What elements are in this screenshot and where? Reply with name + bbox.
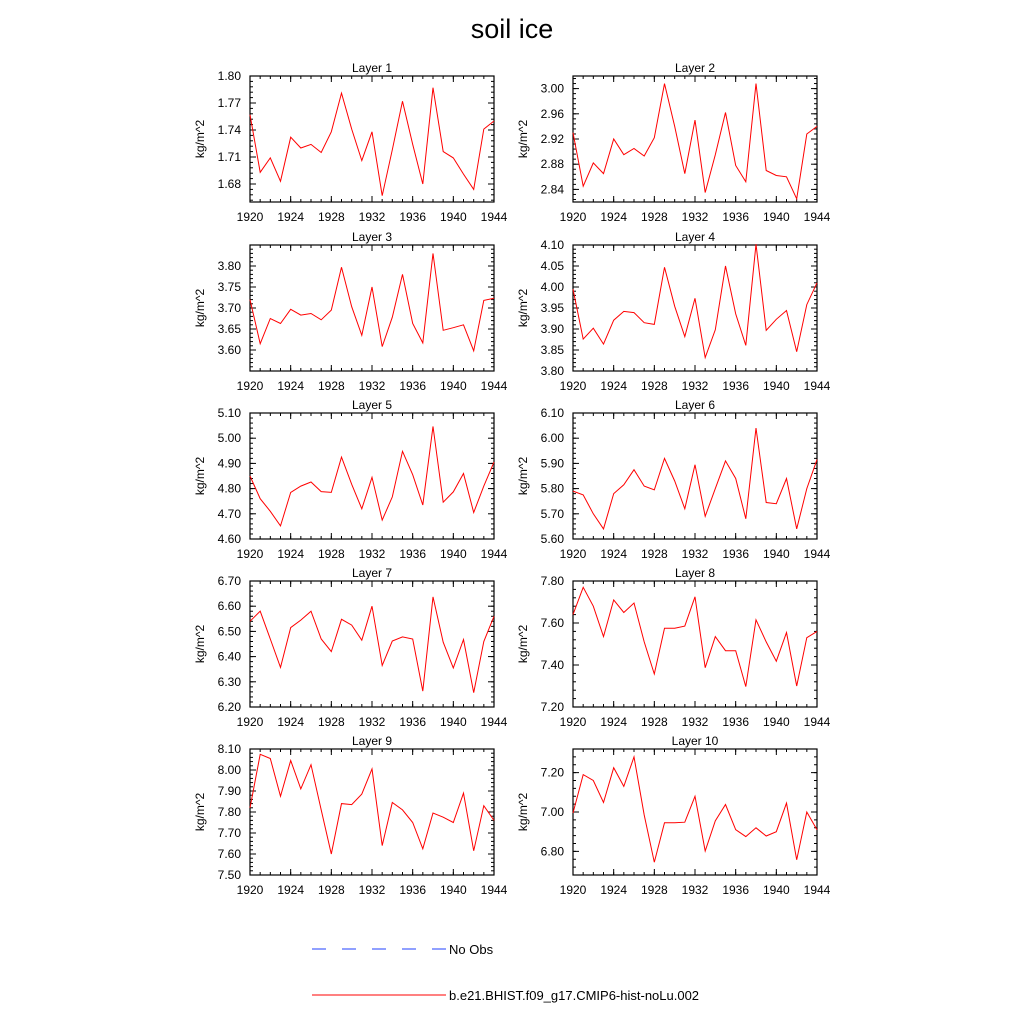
panel-layer-7 <box>193 566 508 729</box>
x-tick-label: 1920 <box>236 547 264 561</box>
y-tick-label: 8.10 <box>217 742 241 756</box>
x-tick-label: 1936 <box>722 379 750 393</box>
y-axis-label: kg/m^2 <box>193 624 207 664</box>
x-tick-label: 1940 <box>762 715 790 729</box>
x-tick-label: 1944 <box>803 547 831 561</box>
plot-frame <box>573 749 817 875</box>
series-line <box>573 757 817 862</box>
y-tick-label: 5.70 <box>540 506 564 521</box>
y-tick-label: 7.20 <box>540 765 564 780</box>
x-tick-label: 1944 <box>480 547 508 561</box>
y-tick-label: 3.00 <box>540 81 564 96</box>
x-tick-label: 1944 <box>803 379 831 393</box>
x-tick-label: 1936 <box>722 210 750 224</box>
y-tick-label: 7.20 <box>540 700 564 714</box>
x-tick-label: 1940 <box>762 547 790 561</box>
y-tick-label: 3.85 <box>540 343 564 357</box>
panel-title: Layer 8 <box>674 566 716 580</box>
y-tick-label: 2.84 <box>540 182 564 197</box>
y-tick-label: 4.60 <box>217 532 241 546</box>
x-tick-label: 1924 <box>600 379 628 393</box>
x-tick-label: 1940 <box>439 715 467 729</box>
x-tick-label: 1932 <box>681 210 709 224</box>
y-tick-label: 7.80 <box>217 805 241 819</box>
y-tick-label: 1.71 <box>217 150 241 164</box>
x-tick-label: 1944 <box>803 715 831 729</box>
x-tick-label: 1940 <box>762 210 790 224</box>
legend-label: b.e21.BHIST.f09_g17.CMIP6-hist-noLu.002 <box>449 988 700 1003</box>
y-tick-label: 4.80 <box>217 481 241 496</box>
y-axis-label: kg/m^2 <box>193 288 207 328</box>
x-tick-label: 1920 <box>236 883 264 897</box>
y-tick-label: 6.20 <box>217 700 241 714</box>
y-tick-label: 2.92 <box>540 132 564 146</box>
legend-label: No Obs <box>449 942 494 957</box>
x-tick-label: 1936 <box>722 883 750 897</box>
y-tick-label: 5.90 <box>540 456 564 471</box>
y-tick-label: 3.95 <box>540 301 564 315</box>
y-tick-label: 6.70 <box>217 574 241 588</box>
x-tick-label: 1928 <box>317 883 345 897</box>
y-tick-label: 2.96 <box>540 106 564 121</box>
y-tick-label: 1.68 <box>217 177 241 191</box>
y-tick-label: 4.00 <box>540 280 564 294</box>
panel-title: Layer 3 <box>351 230 393 244</box>
x-tick-label: 1944 <box>480 715 508 729</box>
y-axis-label: kg/m^2 <box>516 456 530 496</box>
y-tick-label: 7.60 <box>217 847 241 861</box>
y-tick-label: 3.65 <box>217 322 241 336</box>
panel-title: Layer 10 <box>671 734 719 748</box>
panel-title: Layer 2 <box>674 61 716 75</box>
x-tick-label: 1932 <box>681 547 709 561</box>
x-tick-label: 1944 <box>480 379 508 393</box>
x-tick-label: 1928 <box>640 715 668 729</box>
panel-title: Layer 7 <box>351 566 393 580</box>
series-line <box>573 84 817 199</box>
panel-layer-4 <box>516 230 831 393</box>
figure-title: soil ice <box>470 14 554 44</box>
x-tick-label: 1920 <box>559 715 587 729</box>
panel-layer-3 <box>193 230 508 393</box>
y-axis-label: kg/m^2 <box>516 119 530 159</box>
series-line <box>250 597 494 693</box>
series-line <box>573 428 817 529</box>
panel-title: Layer 9 <box>351 734 393 748</box>
y-tick-label: 8.00 <box>217 763 241 777</box>
y-axis-label: kg/m^2 <box>193 792 207 832</box>
x-tick-label: 1940 <box>762 379 790 393</box>
plot-frame <box>573 245 817 371</box>
x-tick-label: 1928 <box>317 210 345 224</box>
y-tick-label: 7.90 <box>217 784 241 798</box>
x-tick-label: 1920 <box>236 715 264 729</box>
y-tick-label: 1.77 <box>217 96 241 110</box>
x-tick-label: 1928 <box>317 547 345 561</box>
plot-frame <box>573 76 817 202</box>
series-line <box>250 88 494 196</box>
y-axis-label: kg/m^2 <box>193 456 207 496</box>
x-tick-label: 1924 <box>600 715 628 729</box>
x-tick-label: 1932 <box>358 379 386 393</box>
panel-title: Layer 5 <box>351 398 393 412</box>
x-tick-label: 1920 <box>559 547 587 561</box>
plot-frame <box>573 413 817 539</box>
panel-layer-2 <box>516 61 831 224</box>
y-tick-label: 7.00 <box>540 805 564 819</box>
x-tick-label: 1928 <box>640 547 668 561</box>
x-tick-label: 1924 <box>277 210 305 224</box>
y-tick-label: 6.40 <box>217 649 241 664</box>
x-tick-label: 1920 <box>236 379 264 393</box>
y-tick-label: 3.80 <box>217 259 241 273</box>
y-tick-label: 3.75 <box>217 280 241 294</box>
x-tick-label: 1932 <box>358 715 386 729</box>
panel-layer-5 <box>193 398 508 561</box>
x-tick-label: 1932 <box>358 547 386 561</box>
y-tick-label: 5.00 <box>217 431 241 446</box>
x-tick-label: 1944 <box>480 883 508 897</box>
x-tick-label: 1924 <box>277 883 305 897</box>
x-tick-label: 1924 <box>277 547 305 561</box>
y-tick-label: 6.80 <box>540 844 564 859</box>
x-tick-label: 1940 <box>439 210 467 224</box>
x-tick-label: 1932 <box>681 379 709 393</box>
x-tick-label: 1932 <box>681 883 709 897</box>
series-line <box>573 244 817 357</box>
x-tick-label: 1936 <box>399 210 427 224</box>
x-tick-label: 1924 <box>277 715 305 729</box>
panel-layer-1 <box>193 61 508 224</box>
y-tick-label: 4.10 <box>540 238 564 252</box>
x-tick-label: 1920 <box>236 210 264 224</box>
x-tick-label: 1932 <box>358 210 386 224</box>
x-tick-label: 1940 <box>439 379 467 393</box>
x-tick-label: 1928 <box>640 883 668 897</box>
y-axis-label: kg/m^2 <box>193 119 207 159</box>
x-tick-label: 1940 <box>439 547 467 561</box>
y-tick-label: 7.40 <box>540 658 564 672</box>
panel-title: Layer 4 <box>674 230 716 244</box>
x-tick-label: 1944 <box>803 883 831 897</box>
x-tick-label: 1936 <box>722 547 750 561</box>
panel-layer-9 <box>193 734 508 897</box>
y-tick-label: 2.88 <box>540 157 564 172</box>
y-tick-label: 3.70 <box>217 301 241 315</box>
y-tick-label: 7.50 <box>217 868 241 882</box>
x-tick-label: 1936 <box>399 547 427 561</box>
y-tick-label: 6.50 <box>217 624 241 639</box>
x-tick-label: 1928 <box>317 715 345 729</box>
y-tick-label: 3.60 <box>217 343 241 357</box>
x-tick-label: 1920 <box>559 379 587 393</box>
y-axis-label: kg/m^2 <box>516 792 530 832</box>
y-tick-label: 6.30 <box>217 674 241 689</box>
x-tick-label: 1928 <box>640 210 668 224</box>
x-tick-label: 1940 <box>439 883 467 897</box>
x-tick-label: 1936 <box>399 883 427 897</box>
x-tick-label: 1924 <box>600 883 628 897</box>
y-tick-label: 7.70 <box>217 826 241 840</box>
series-line <box>250 754 494 854</box>
y-tick-label: 5.60 <box>540 532 564 546</box>
y-tick-label: 4.05 <box>540 259 564 273</box>
x-tick-label: 1936 <box>399 715 427 729</box>
y-tick-label: 4.90 <box>217 456 241 471</box>
x-tick-label: 1920 <box>559 210 587 224</box>
plot-frame <box>250 245 494 371</box>
y-tick-label: 6.10 <box>540 406 564 420</box>
series-line <box>250 253 494 350</box>
y-tick-label: 1.80 <box>217 69 241 83</box>
series-line <box>573 587 817 686</box>
x-tick-label: 1924 <box>600 210 628 224</box>
y-tick-label: 6.60 <box>217 599 241 614</box>
y-tick-label: 7.60 <box>540 616 564 630</box>
panel-layer-8 <box>516 566 831 729</box>
y-tick-label: 6.00 <box>540 431 564 446</box>
y-tick-label: 7.80 <box>540 574 564 588</box>
y-tick-label: 3.90 <box>540 322 564 336</box>
y-tick-label: 3.80 <box>540 364 564 378</box>
x-tick-label: 1932 <box>681 715 709 729</box>
y-tick-label: 5.10 <box>217 406 241 420</box>
panel-title: Layer 1 <box>351 61 393 75</box>
x-tick-label: 1924 <box>277 379 305 393</box>
x-tick-label: 1940 <box>762 883 790 897</box>
y-axis-label: kg/m^2 <box>516 624 530 664</box>
panel-title: Layer 6 <box>674 398 716 412</box>
y-tick-label: 1.74 <box>217 123 241 137</box>
series-line <box>250 426 494 526</box>
x-tick-label: 1928 <box>640 379 668 393</box>
x-tick-label: 1944 <box>480 210 508 224</box>
x-tick-label: 1932 <box>358 883 386 897</box>
y-tick-label: 4.70 <box>217 506 241 521</box>
y-axis-label: kg/m^2 <box>516 288 530 328</box>
x-tick-label: 1944 <box>803 210 831 224</box>
panel-layer-10 <box>516 734 831 897</box>
x-tick-label: 1924 <box>600 547 628 561</box>
x-tick-label: 1920 <box>559 883 587 897</box>
panel-layer-6 <box>516 398 831 561</box>
x-tick-label: 1936 <box>399 379 427 393</box>
x-tick-label: 1936 <box>722 715 750 729</box>
x-tick-label: 1928 <box>317 379 345 393</box>
y-tick-label: 5.80 <box>540 481 564 496</box>
plot-frame <box>250 76 494 202</box>
